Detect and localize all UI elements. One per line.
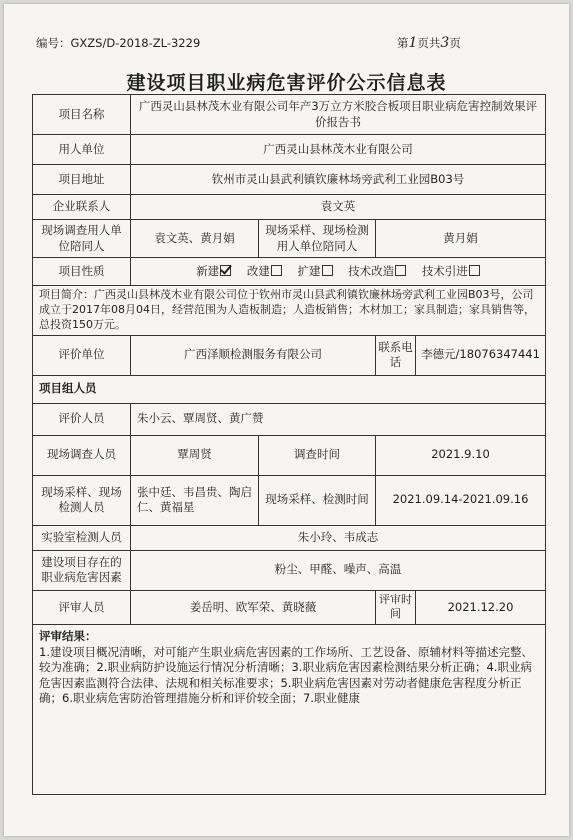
phone-value: 李德元/18076347441	[416, 335, 546, 375]
team-header: 项目组人员	[33, 375, 546, 403]
nature-option-new[interactable]: 新建	[196, 264, 231, 278]
checkbox-icon[interactable]	[395, 265, 406, 276]
row-survey	[33, 435, 546, 475]
employer-label: 用人单位	[33, 135, 131, 165]
lab-staff-label: 实验室检测人员	[33, 525, 131, 550]
nature-option-rebuild[interactable]: 改建	[247, 264, 282, 278]
survey-staff-value: 覃周贤	[131, 435, 259, 475]
project-intro: 项目简介：广西灵山县林茂木业有限公司位于钦州市灵山县武利镇钦廉林场旁武利工业园B03号，公司成立于2017年08月04日，经营范围为人造板制造；人造板销售；木材加工；家具制造；家具销售等，总投资150万元。	[33, 286, 546, 336]
hazards-value: 粉尘、甲醛、噪声、高温	[131, 550, 546, 590]
document-number: 编号：GXZS/D-2018-ZL-3229	[36, 36, 201, 50]
row-intro	[33, 286, 546, 336]
row-employer	[33, 135, 546, 165]
nature-label: 项目性质	[33, 258, 131, 286]
evaluators-label: 评价人员	[33, 403, 131, 435]
project-name-label: 项目名称	[33, 95, 131, 135]
info-table	[32, 94, 546, 795]
eval-org-value: 广西泽顺检测服务有限公司	[131, 335, 376, 375]
row-contact	[33, 195, 546, 220]
nature-option-tech-import[interactable]: 技术引进	[422, 264, 480, 278]
sampling-staff-value: 张中廷、韦昌贵、陶启仁、黄福星	[131, 475, 259, 525]
document-title: 建设项目职业病危害评价公示信息表	[126, 72, 447, 94]
page-current: 1	[408, 35, 418, 51]
checkbox-icon[interactable]	[271, 265, 282, 276]
row-results	[33, 625, 546, 795]
sampling-time-label: 现场采样、检测时间	[259, 475, 376, 525]
sampling-time-value: 2021.09.14-2021.09.16	[376, 475, 546, 525]
address-label: 项目地址	[33, 165, 131, 195]
sampling-escort-label: 现场采样、现场检测用人单位陪同人	[259, 220, 376, 258]
row-eval-org	[33, 335, 546, 375]
checkbox-icon[interactable]	[469, 265, 480, 276]
survey-staff-label: 现场调查人员	[33, 435, 131, 475]
review-time-value: 2021.12.20	[416, 590, 546, 625]
row-team-header	[33, 375, 546, 403]
row-escorts	[33, 220, 546, 258]
survey-escort-label: 现场调查用人单位陪同人	[33, 220, 131, 258]
row-lab	[33, 525, 546, 550]
hazards-label: 建设项目存在的职业病危害因素	[33, 550, 131, 590]
checked-box-icon[interactable]	[220, 265, 231, 276]
row-evaluators	[33, 403, 546, 435]
row-review	[33, 590, 546, 625]
row-nature	[33, 258, 546, 286]
employer-value: 广西灵山县林茂木业有限公司	[131, 135, 546, 165]
page-middle: 页共	[417, 36, 441, 50]
eval-org-label: 评价单位	[33, 335, 131, 375]
project-name-value: 广西灵山县林茂木业有限公司年产3万立方米胶合板项目职业病危害控制效果评价报告书	[131, 95, 546, 135]
nature-option-expand[interactable]: 扩建	[298, 264, 333, 278]
lab-staff-value: 朱小玲、韦成志	[131, 525, 546, 550]
sampling-staff-label: 现场采样、现场检测人员	[33, 475, 131, 525]
results-text: 1.建设项目概况清晰，对可能产生职业病危害因素的工作场所、工艺设备、原辅材料等描述完整、较为准确；2.职业病防护设施运行情况分析清晰；3.职业病危害因素检测结果分析正确；4.职业病危害因素监测符合法律、法规和相关标准要求；5.职业病危害因素对劳动者健康危害程度分析正确；6.职业病危害防治管理措施分析和评价较全面；7.职业健康	[39, 644, 533, 706]
evaluators-value: 朱小云、覃周贤、黄广赞	[131, 403, 546, 435]
address-value: 钦州市灵山县武利镇钦廉林场旁武利工业园B03号	[131, 165, 546, 195]
sampling-escort-value: 黄月娟	[376, 220, 546, 258]
nature-options	[131, 258, 546, 286]
row-address	[33, 165, 546, 195]
reviewers-value: 姜岳明、欧军荣、黄晓薇	[131, 590, 376, 625]
page-prefix: 第	[397, 36, 409, 50]
survey-time-value: 2021.9.10	[376, 435, 546, 475]
contact-value: 袁文英	[131, 195, 546, 220]
row-sampling	[33, 475, 546, 525]
survey-time-label: 调查时间	[259, 435, 376, 475]
page-total: 3	[440, 35, 450, 51]
phone-label: 联系电话	[376, 335, 416, 375]
nature-option-tech-renovation[interactable]: 技术改造	[348, 264, 406, 278]
checkbox-icon[interactable]	[322, 265, 333, 276]
page-indicator	[397, 35, 461, 51]
page-suffix: 页	[449, 36, 461, 50]
survey-escort-value: 袁文英、黄月娟	[131, 220, 259, 258]
review-results	[33, 625, 546, 795]
row-hazards	[33, 550, 546, 590]
document-page	[4, 4, 569, 836]
row-project-name	[33, 95, 546, 135]
contact-label: 企业联系人	[33, 195, 131, 220]
results-header: 评审结果：	[39, 629, 97, 644]
review-time-label: 评审时间	[376, 590, 416, 625]
reviewers-label: 评审人员	[33, 590, 131, 625]
